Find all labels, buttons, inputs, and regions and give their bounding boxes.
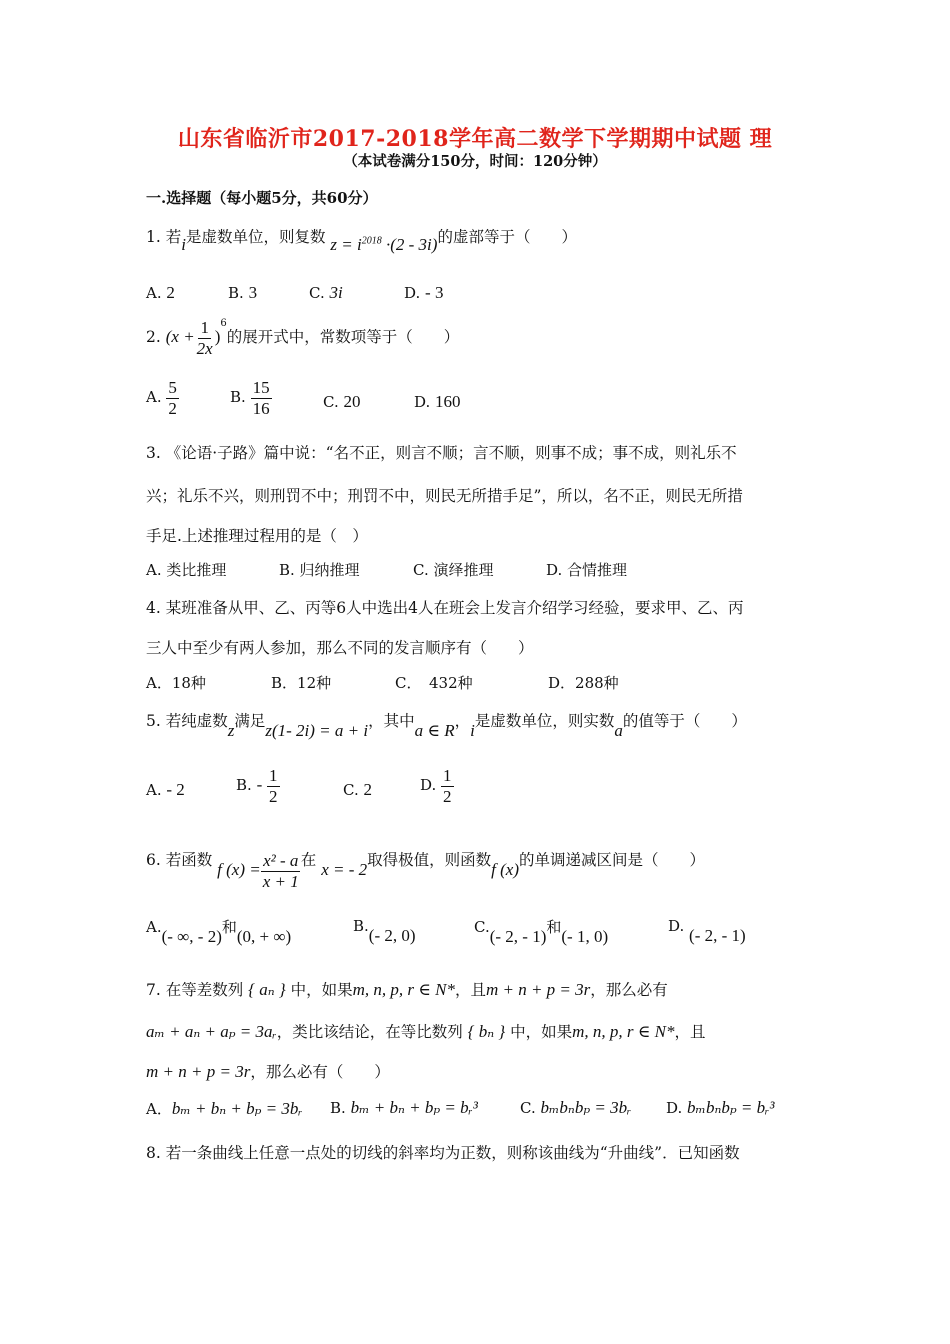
q4-option-b: B．12种: [271, 674, 332, 692]
question-3-line-3: 手足.上述推理过程用的是（ ）: [146, 527, 368, 545]
q2-option-b: B. $\frac{15}{16}$: [230, 378, 270, 418]
question-7-line-2: aₘ + aₙ + aₚ = 3aᵣ，类比该结论，在等比数列 { bₙ } 中，如果m, n, p, r ∈ N*，且: [146, 1022, 706, 1041]
q1-option-a: A. 2: [146, 283, 175, 302]
q4-option-d: D．288种: [548, 674, 619, 692]
q7-option-d: D. bₘbₙbₚ = bᵣ³: [666, 1098, 775, 1117]
q1-option-b: B. 3: [228, 283, 258, 302]
q6-option-d: D. (- 2, - 1): [668, 917, 746, 945]
q4-option-a: A．18种: [146, 674, 206, 692]
q6-option-b: B.(- 2, 0): [353, 917, 416, 945]
q3-option-d: D. 合情推理: [546, 561, 628, 579]
q3-option-a: A. 类比推理: [146, 561, 227, 579]
q7-option-c: C. bₘbₙbₚ = 3bᵣ: [520, 1098, 632, 1117]
exam-info: （本试卷满分150分，时间：120分钟）: [343, 153, 607, 170]
question-4-line-1: 4. 某班准备从甲、乙、丙等6人中选出4人在班会上发言介绍学习经验，要求甲、乙、丙: [146, 599, 744, 617]
q5-option-c: C. 2: [343, 780, 372, 799]
q4-option-c: C． 432种: [395, 674, 473, 692]
q3-option-c: C. 演绎推理: [413, 561, 494, 579]
question-4-line-2: 三人中至少有两人参加，那么不同的发言顺序有（ ）: [146, 639, 534, 657]
question-5-stem: 5. 若纯虚数z满足z(1- 2i) = a + i，其中a ∈ R，i是虚数单位，则实数a的值等于（ ）: [146, 712, 747, 740]
question-3-line-2: 兴；礼乐不兴，则刑罚不中；刑罚不中，则民无所措手足”，所以，名不正，则民无所措: [146, 487, 743, 505]
q2-option-a: A. $\frac{5}{2}$: [146, 378, 177, 418]
section-heading: 一.选择题（每小题5分，共60分）: [146, 189, 378, 207]
q5-option-b: B. - $\frac{1}{2}$: [236, 766, 278, 806]
q5-option-d: D. $\frac{1}{2}$: [420, 766, 452, 806]
question-7-line-3: m + n + p = 3r，那么必有（ ）: [146, 1062, 390, 1081]
question-2-stem: 2. (x + $\frac{1}{2x}$ )$^6$的展开式中，常数项等于（ ）: [146, 317, 460, 358]
q6-option-a: A.(- ∞, - 2)和(0, + ∞): [146, 918, 292, 946]
q2-option-d: D. 160: [414, 392, 461, 411]
q6-option-c: C.(- 2, - 1)和(- 1, 0): [474, 918, 609, 946]
q1-option-d: D. - 3: [404, 283, 444, 302]
q7-option-b: B. bₘ + bₙ + bₚ = bᵣ³: [330, 1098, 478, 1117]
q3-option-b: B. 归纳推理: [279, 561, 360, 579]
question-1-stem: 1. 若i是虚数单位，则复数 $z = i^{2018} \cdot(2 - 3i)$的虚部等于（ ）: [146, 228, 577, 254]
q5-option-a: A. - 2: [146, 780, 185, 799]
q1-option-c: C. 3i: [309, 283, 343, 302]
q7-option-a: A．bₘ + bₙ + bₚ = 3bᵣ: [146, 1099, 303, 1118]
question-7-line-1: 7. 在等差数列 { aₙ } 中，如果m, n, p, r ∈ N*，且m + n + p = 3r，那么必有: [146, 980, 668, 999]
page-title: 山东省临沂市2017-2018学年高二数学下学期期中试题 理: [177, 126, 773, 152]
question-6-stem: 6. 若函数 f (x) = $\frac{\text{x² - a}}{x + 1}$ 在 x = - 2取得极值，则函数f (x)的单调递减区间是（ ）: [146, 851, 706, 891]
question-8-line-1: 8. 若一条曲线上任意一点处的切线的斜率均为正数，则称该曲线为“升曲线”．已知函数: [146, 1144, 740, 1162]
q2-option-c: C. 20: [323, 392, 361, 411]
question-3-line-1: 3. 《论语·子路》篇中说：“名不正，则言不顺；言不顺，则事不成；事不成，则礼乐不: [146, 444, 737, 462]
